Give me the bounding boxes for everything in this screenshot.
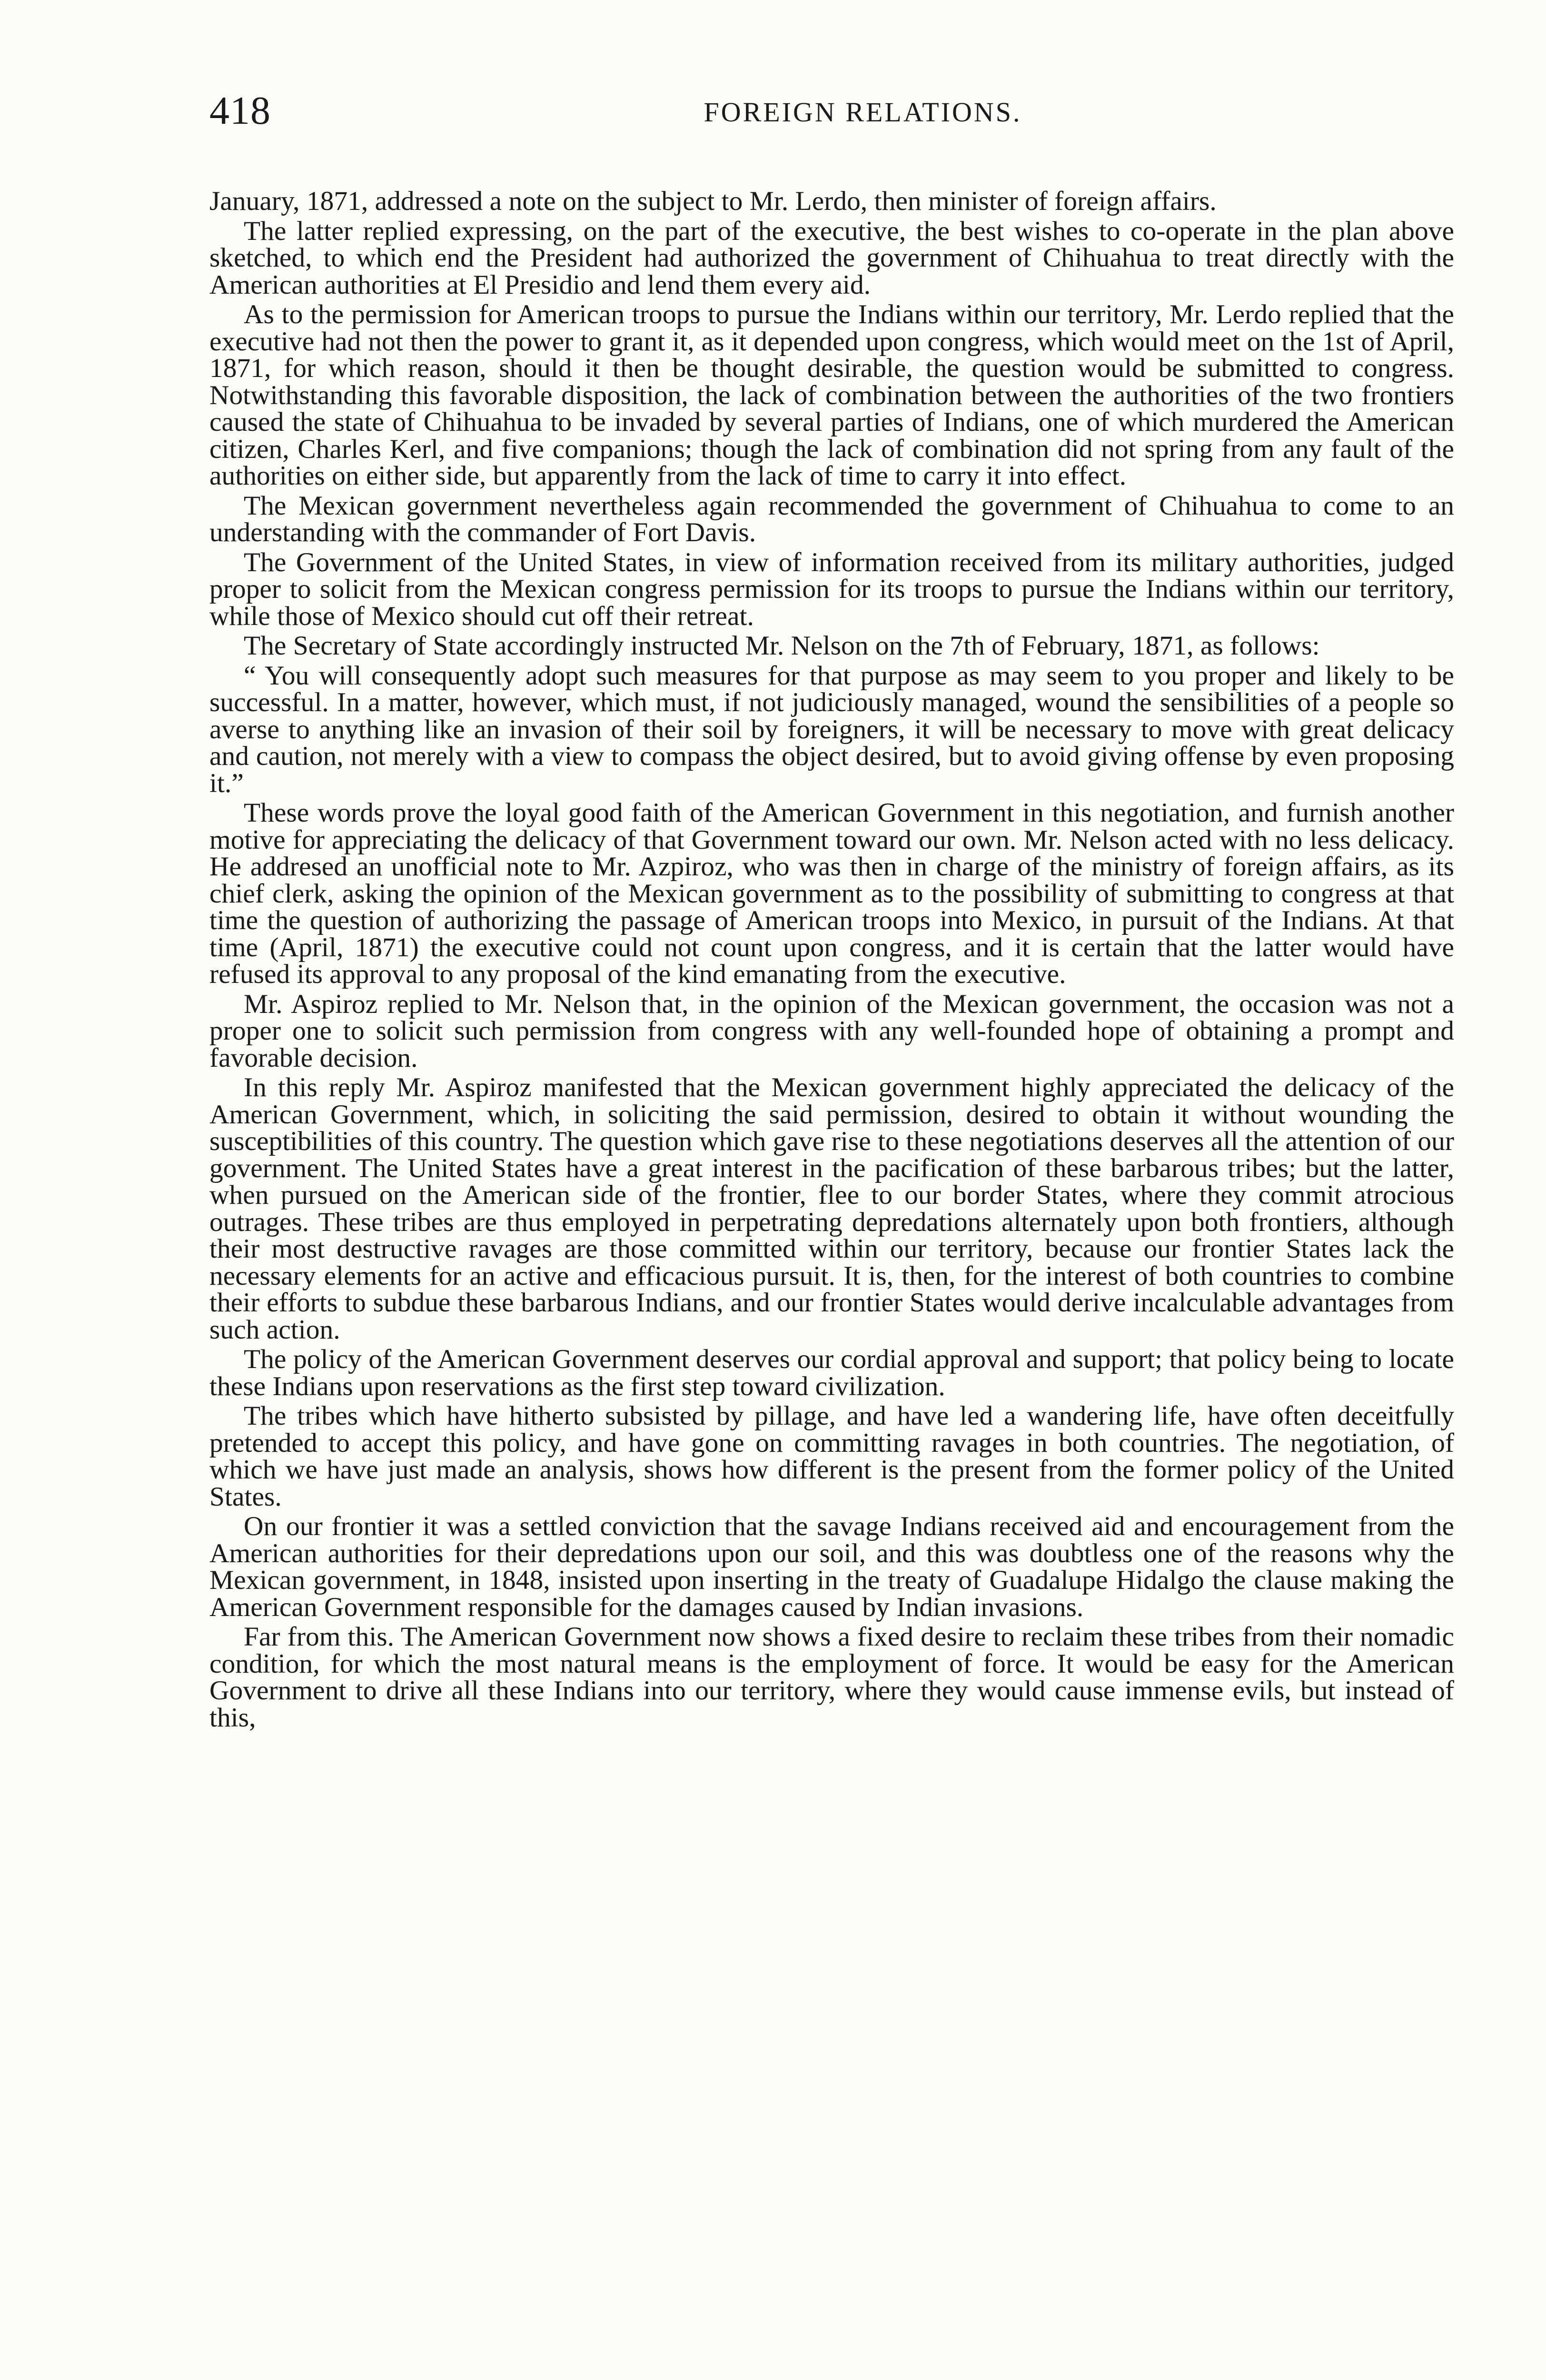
paragraph-9: Mr. Aspiroz replied to Mr. Nelson that, in the opinion of the Mexican government, the occasion was not a proper one to solicit such permission from congress with any well-founded hope of obtaining a prompt and favorable decision. — [209, 989, 1454, 1073]
paragraph-11: The policy of the American Government deserves our cordial approval and support; that policy being to locate these Indians upon reservations as the first step toward civilization. — [209, 1344, 1454, 1401]
paragraph-6: The Secretary of State accordingly instructed Mr. Nelson on the 7th of February, 1871, as follows: — [244, 631, 1320, 661]
paragraph-13: On our frontier it was a settled conviction that the savage Indians received aid and encouragement from the American authorities for their depredations upon our soil, and this was doubtless one of the reasons why the Mexican government, in 1848, insisted upon inserting in the treaty of Guadalupe Hidalgo the clause making the American Government responsible for the damages caused by Indian invasions. — [209, 1511, 1454, 1622]
paragraph-3: As to the permission for American troops to pursue the Indians within our territory, Mr. Lerdo replied that the executive had not then the power to grant it, as it depended upon congress, which would meet on the 1st of April, 1871, for which reason, should it then be thought desirable, the question would be submitted to congress. Notwithstanding this favorable disposition, the lack of combination between the authorities of the two frontiers caused the state of Chihuahua to be invaded by several parties of Indians, one of which murdered the American citizen, Charles Kerl, and five companions; though the lack of combination did not spring from any fault of the authorities on either side, but apparently from the lack of time to carry it into effect. — [209, 299, 1454, 491]
paragraph-2: The latter replied expressing, on the part of the executive, the best wishes to co-operate in the plan above sketched, to which end the President had authorized the government of Chihuahua to treat directly with the American authorities at El Presidio and lend them every aid. — [209, 216, 1454, 300]
paragraph-8: These words prove the loyal good faith of the American Government in this negotiation, and furnish another motive for appreciating the delicacy of that Government toward our own. Mr. Nelson acted with no less delicacy. He addresed an unofficial note to Mr. Azpiroz, who was then in charge of the ministry of foreign affairs, as its chief clerk, asking the opinion of the Mexican government as to the possibility of submitting to congress at that time the question of authorizing the passage of American troops into Mexico, in pursuit of the Indians. At that time (April, 1871) the executive could not count upon congress, and it is certain that the latter would have refused its approval to any proposal of the kind emanating from the executive. — [209, 798, 1454, 989]
running-head — [209, 85, 1454, 137]
running-title: FOREIGN RELATIONS. — [704, 97, 1022, 128]
paragraph-10: In this reply Mr. Aspiroz manifested that the Mexican government highly appreciated the delicacy of the American Government, which, in soliciting the said permission, desired to obtain it without wounding the susceptibilities of this country. The question which gave rise to these negotiations deserves all the attention of our government. The United States have a great interest in the pacification of these barbarous tribes; but the latter, when pursued on the American side of the frontier, flee to our border States, where they commit atrocious outrages. These tribes are thus employed in perpetrating depredations alternately upon both frontiers, although their most destructive ravages are those committed within our territory, because our frontier States lack the necessary elements for an active and efficacious pursuit. It is, then, for the interest of both countries to combine their efforts to subdue these barbarous Indians, and our frontier States would derive incalculable advantages from such action. — [209, 1072, 1454, 1345]
paragraph-14: Far from this. The American Government now shows a fixed desire to reclaim these tribes from their nomadic condition, for which the most natural means is the employment of force. It would be easy for the American Government to drive all these Indians into our territory, where they would cause immense evils, but instead of this, — [209, 1622, 1454, 1733]
page-number: 418 — [209, 89, 271, 133]
paragraph-5: The Government of the United States, in view of information received from its military authorities, judged proper to solicit from the Mexican congress permission for its troops to pursue the Indians within our territory, while those of Mexico should cut off their retreat. — [209, 547, 1454, 631]
paragraph-1: January, 1871, addressed a note on the subject to Mr. Lerdo, then minister of foreign affairs. — [209, 186, 1217, 216]
body-text — [209, 188, 1454, 1734]
quoted-instruction: “ You will consequently adopt such measures for that purpose as may seem to you proper and likely to be successful. In a matter, however, which must, if not judiciously managed, wound the sensibilities of a people so averse to anything like an invasion of their soil by foreigners, it will be necessary to move with great delicacy and caution, not merely with a view to compass the object desired, but to avoid giving offense by even proposing it.” — [209, 660, 1454, 798]
paragraph-12: The tribes which have hitherto subsisted by pillage, and have led a wandering life, have often deceitfully pretended to accept this policy, and have gone on committing ravages in both countries. The negotiation, of which we have just made an analysis, shows how different is the present from the former policy of the United States. — [209, 1401, 1454, 1512]
paragraph-4: The Mexican government nevertheless again recommended the government of Chihuahua to come to an understanding with the commander of Fort Davis. — [209, 490, 1454, 547]
